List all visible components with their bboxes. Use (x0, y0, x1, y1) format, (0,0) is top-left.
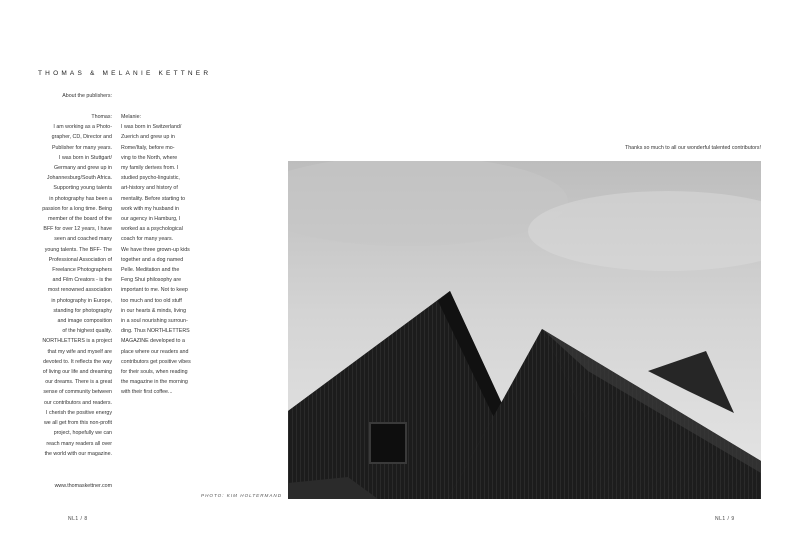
folio-right: NL1 / 9 (715, 516, 735, 522)
melanie-text-line: Feng Shui philosophy are (121, 277, 182, 284)
melanie-text-line: art-history and history of (121, 185, 178, 192)
thomas-text-line: passion for a long time. Being (42, 205, 112, 212)
building-photo (288, 161, 761, 499)
thomas-text-line: grapher, CD, Director and (51, 134, 112, 141)
thomas-text-line: project, hopefully we can (53, 430, 112, 437)
melanie-text-line: worked as a psychological (121, 226, 183, 233)
melanie-text-line: contributors get positive vibes (121, 358, 191, 365)
about-publishers-label: About the publishers: (62, 93, 112, 99)
thomas-text-line: our contributors and readers. (43, 399, 112, 406)
thomas-text-line: devoted to. It reflects the way (43, 358, 112, 365)
thomas-text-line: the world with our magazine. (44, 450, 112, 457)
melanie-column (121, 112, 203, 398)
thomas-text-line: sense of community between (43, 389, 112, 396)
melanie-text-line: place where our readers and (121, 348, 189, 355)
window (370, 423, 406, 463)
melanie-text-line: together and a dog named (121, 256, 184, 263)
thomas-column (38, 112, 112, 459)
thomas-text-line: most renowned association (47, 287, 112, 294)
thomas-text-line: seen and coached many (54, 236, 112, 243)
melanie-text-line: with their first coffee... (121, 389, 173, 396)
melanie-text-line: for their souls, when reading (121, 369, 188, 376)
thomas-text-line: I cherish the positive energy (46, 409, 112, 416)
thomas-text-line: of the highest quality. (62, 328, 112, 335)
thomas-text-line: Thomas: (91, 114, 112, 120)
melanie-text-line: ving to the North, where (121, 154, 178, 161)
melanie-text-line: the magazine in the morning (121, 379, 188, 386)
melanie-text-line: mentality. Before starting to (121, 195, 186, 202)
melanie-text-line: important to me. Not to keep (121, 287, 188, 294)
melanie-text-line: Zuerich and grew up in (121, 134, 175, 141)
thomas-text-line: that my wife and myself are (47, 348, 112, 355)
thomas-text-line: Publisher for many years. (51, 144, 112, 151)
thomas-text-line: reach many readers all over (46, 440, 112, 447)
melanie-text-line: ding. Thus NORTHLETTERS (121, 328, 190, 335)
spread-title: THOMAS & MELANIE KETTNER (38, 70, 212, 77)
thomas-text-line: I am working as a Photo- (53, 124, 112, 131)
thomas-text-line: we all get from this non-profit (43, 420, 112, 427)
melanie-text-line: my family derives from. I (121, 165, 179, 172)
thomas-text-line: Germany and grew up in (53, 165, 112, 172)
melanie-text-line: studied psycho-linguistic, (121, 175, 180, 182)
thomas-text-line: our dreams. There is a great (45, 379, 112, 386)
website-link[interactable]: www.thomaskettner.com (54, 483, 112, 489)
thomas-text-line: and image composition (57, 318, 112, 325)
melanie-text-line: work with my husband in (121, 205, 179, 212)
thomas-text-line: NORTHLETTERS is a project (42, 338, 112, 345)
melanie-text-line: Rome/Italy, before mo- (121, 144, 175, 151)
thanks-note: Thanks so much to all our wonderful talented contributors! (624, 145, 761, 151)
thomas-text-line: Freelance Photographers (52, 267, 112, 274)
thomas-text-line: I was born in Stuttgart/ (59, 154, 112, 161)
melanie-text-line: coach for many years. (121, 236, 174, 243)
thomas-text-line: in photography has been a (49, 195, 112, 202)
melanie-text-line: Melanie: (121, 114, 142, 120)
thomas-text-line: young talents. The BFF- The (44, 246, 112, 253)
thomas-text-line: Supporting young talents (53, 185, 112, 192)
thomas-text-line: standing for photography (53, 307, 112, 314)
thomas-text-line: Professional Association of (48, 256, 112, 263)
thomas-text-line: member of the board of the (48, 216, 112, 223)
melanie-text-line: our agency in Hamburg, I (121, 216, 181, 223)
thomas-text-line: Johannesburg/South Africa. (46, 175, 112, 182)
melanie-text-line: MAGAZINE developed to a (121, 338, 185, 345)
thomas-text-line: of living our life and dreaming (42, 369, 112, 376)
melanie-text-line: Pelle. Meditation and the (121, 267, 180, 274)
thomas-text-line: in photography in Europe, (51, 297, 112, 304)
thomas-text-line: BFF for over 12 years, I have (43, 226, 112, 233)
melanie-text-line: We have three grown-up kids (121, 246, 190, 253)
photo-credit: PHOTO: KIM HOLTERMAND (201, 493, 283, 498)
melanie-text-line: I was born in Switzerland/ (121, 124, 182, 131)
melanie-text-line: too much and too old stuff (121, 297, 182, 304)
folio-left: NL1 / 8 (68, 516, 88, 522)
thomas-text-line: and Film Creators - is the (52, 277, 112, 284)
melanie-text-line: in a soul nourishing surroun- (121, 318, 188, 325)
melanie-text-line: in our hearts & minds, living (121, 307, 187, 314)
